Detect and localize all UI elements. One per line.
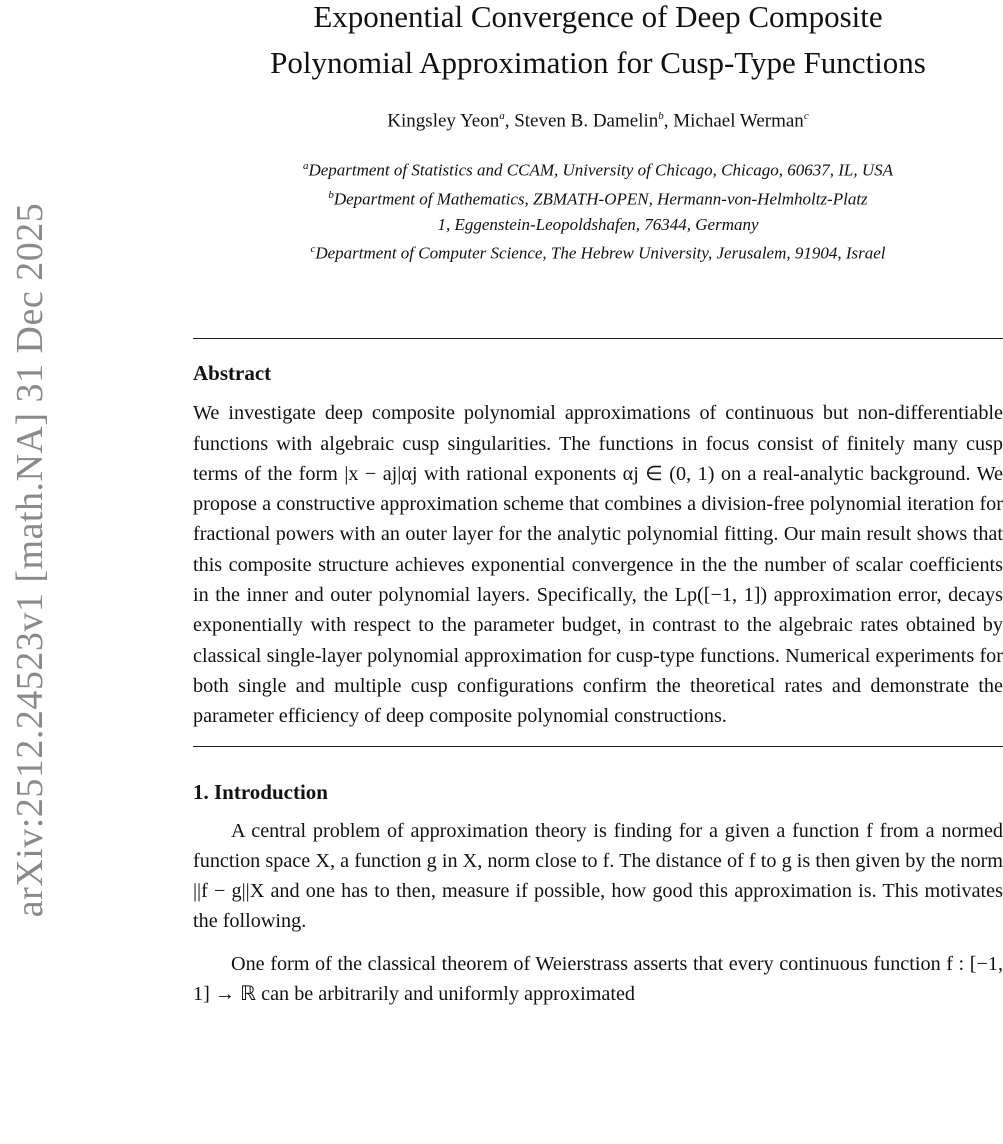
author-affil-mark: c [803,110,809,122]
affiliations [193,154,1003,266]
author-affil-mark: b [658,110,664,122]
author-name: Steven B. Damelin [514,110,659,132]
author-name: Kingsley Yeon [387,110,500,132]
author-name: Michael Werman [673,110,804,132]
paper-title [193,0,1003,86]
affiliation-line: 1, Eggenstein-Leopoldshafen, 76344, Germany [437,214,759,234]
abstract-heading: Abstract [193,361,272,386]
arxiv-identifier: arXiv:2512.24523v1 [math.NA] 31 Dec 2025 [9,202,51,918]
intro-paragraph-2: One form of the classical theorem of Weierstrass asserts that every continuous function f : [−1, 1] → ℝ can be arbitrarily and uniformly approximated [193,952,1003,1005]
intro-paragraph-1: A central problem of approximation theory is finding for a given a function f from a normed function space X, a function g in X, norm close to f. The distance of f to g is then given by the norm ||f − g||X and one has to then, measure if possible, how good this approximation is. This motivates the following. [193,819,1003,932]
affiliation-line: $^b$Department of Mathematics, ZBMATH-OPEN, Hermann-von-Helmholtz-Platz [328,189,868,210]
title-line-1: Exponential Convergence of Deep Composite [313,0,883,34]
affil-mark: b [328,189,334,202]
abstract-top-rule [193,338,1003,339]
paper-page [193,0,1003,1009]
affiliation-line: $^a$Department of Statistics and CCAM, University of Chicago, Chicago, 60637, IL, USA [302,160,894,180]
affiliation-line: $^c$Department of Computer Science, The Hebrew University, Jerusalem, 91904, Israel [310,243,886,263]
title-line-2: Polynomial Approximation for Cusp-Type Functions [270,45,926,80]
author-list: Kingsley Yeon$^a$, Steven B. Damelin$^b$, Michael Werman$^c$ [387,110,809,132]
abstract-bottom-rule [193,746,1003,747]
affil-mark: c [310,243,316,256]
author-affil-mark: a [499,110,505,122]
affil-mark: a [302,160,309,173]
section-heading-introduction: 1. Introduction [193,779,328,804]
abstract-body: We investigate deep composite polynomial approximations of continuous but non-differentiable functions with algebraic cusp singularities. The functions in focus consist of finitely many cusp terms of the form |x − aj|αj with rational exponents αj ∈ (0, 1) on a real-analytic background. We propose a constructive approximation scheme that combines a division-free polynomial iteration for fractional powers with an outer layer for the analytic polynomial fitting. Our main result shows that this composite structure achieves exponential convergence in the the number of scalar coefficients in the inner and outer polynomial layers. Specifically, the Lp([−1, 1]) approximation error, decays exponentially with respect to the parameter budget, in contrast to the algebraic rates obtained by classical single-layer polynomial approximation for cusp-type functions. Numerical experiments for both single and multiple cusp configurations confirm the theoretical rates and demonstrate the parameter efficiency of deep composite polynomial constructions. [193,402,1003,728]
